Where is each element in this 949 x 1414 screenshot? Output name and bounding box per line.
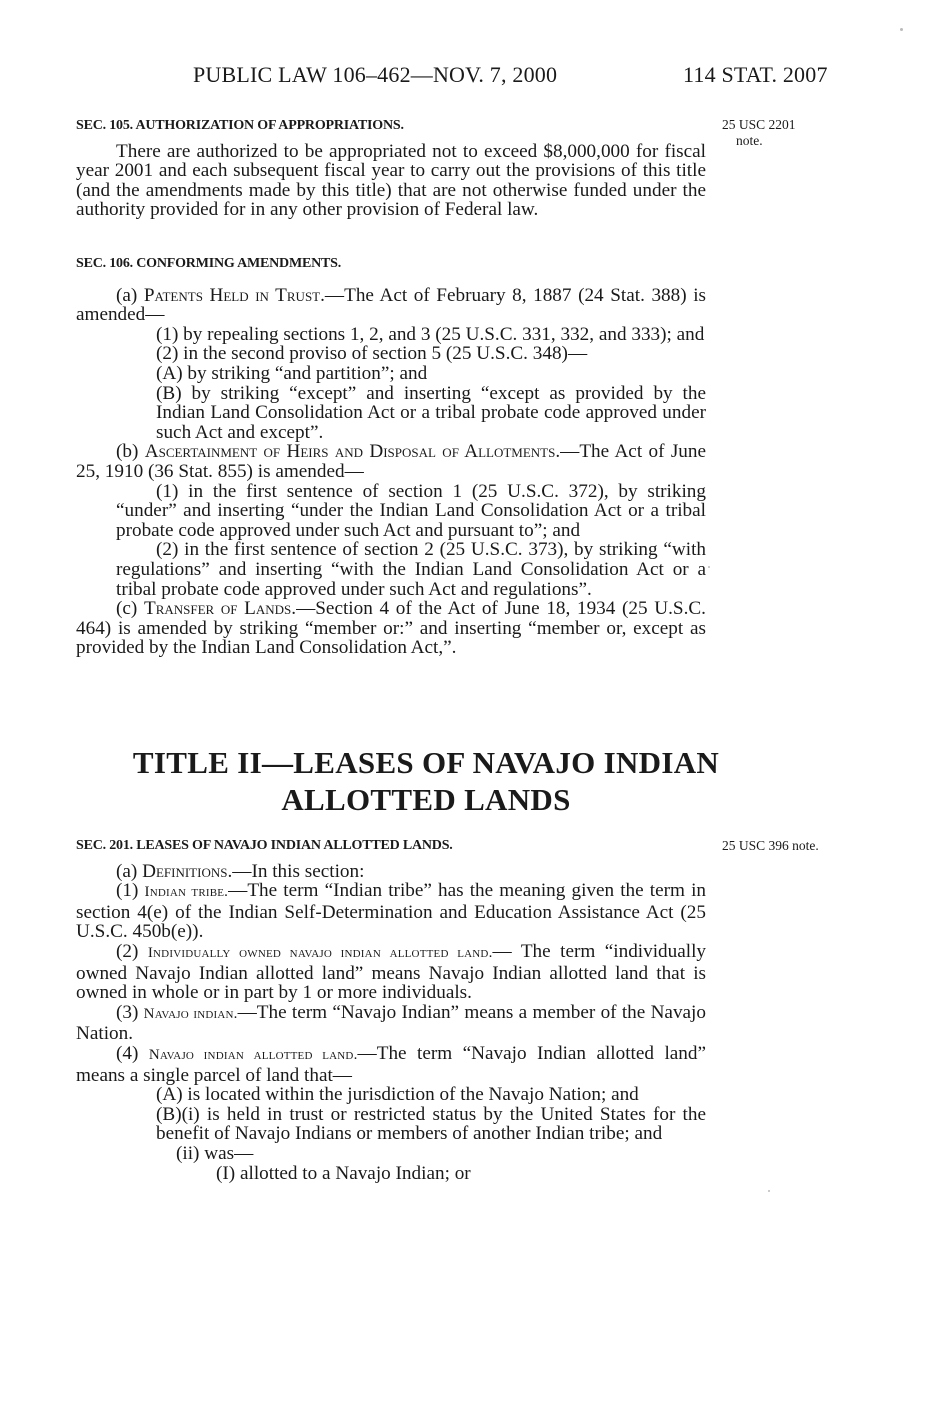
definition-indian-tribe	[76, 881, 706, 942]
definition-label: (1)	[116, 880, 145, 902]
definition-text: — The term “individually owned Navajo Indian allotted land” means Navajo Indian allotted land that is owned in whole or in part by 1 or more individuals.	[76, 940, 707, 1004]
paragraph-106-a-1: (1) by repealing sections 1, 2, and 3 (25 U.S.C. 331, 332, and 333); and	[156, 323, 705, 345]
subsection-text: —The Act of February 8, 1887 (24 Stat. 388) is amended—	[76, 284, 706, 326]
definition-caption: Navajo indian allotted land.	[148, 1046, 358, 1063]
subparagraph-106-a-2-A: (A) by striking “and partition”; and	[156, 362, 428, 384]
subsection-label: (c)	[116, 598, 144, 620]
subsection-106-c	[76, 599, 706, 658]
subsection-label: (a)	[116, 860, 143, 882]
definition-text: —The term “Indian tribe” has the meaning given the term in section 4(e) of the Indian Self-Determination and Education Assistance Act (25 U.S.C. 450b(e)).	[76, 880, 706, 943]
subparagraph-106-a-2-B: (B) by striking “except” and inserting “except as provided by the Indian Land Consolidation Act or a tribal probate code approved under such Act and except”.	[156, 382, 706, 443]
subsection-201-a	[76, 862, 706, 882]
subsection-caption: Ascertainment of Heirs and Disposal of Allotments.	[144, 441, 561, 463]
clause-201-a-4-B-ii: (ii) was—	[176, 1142, 254, 1164]
margin-note-line: 25 USC 2201	[722, 117, 796, 132]
definition-navajo-indian	[76, 1003, 706, 1044]
definition-label: (2)	[116, 940, 148, 962]
clause-201-a-4-B-i: (B)(i) is held in trust or restricted status by the United States for the benefit of Navajo Indians or members of another Indian tribe; and	[156, 1103, 706, 1145]
title-ii-line-2: ALLOTTED LANDS	[281, 782, 571, 817]
title-ii-line-1: TITLE II—LEASES OF NAVAJO INDIAN	[132, 745, 720, 780]
subsection-caption: Transfer of Lands.	[143, 598, 297, 620]
subsection-text: —In this section:	[232, 860, 365, 882]
clause-201-a-4-A: (A) is located within the jurisdiction of the Navajo Nation; and	[156, 1084, 639, 1106]
section-105	[76, 116, 706, 220]
scan-speck	[768, 1190, 770, 1192]
title-ii-heading	[76, 744, 776, 818]
definition-caption: Navajo indian.	[143, 1005, 238, 1022]
margin-note-25-usc-396: 25 USC 396 note.	[722, 838, 819, 853]
definition-caption: Indian tribe.	[144, 884, 229, 901]
subsection-text: —The Act of June 25, 1910 (36 Stat. 855) is amended—	[76, 441, 707, 482]
subsection-106-a	[76, 286, 706, 325]
header-stat-page: 114 STAT. 2007	[683, 62, 828, 87]
header-public-law: PUBLIC LAW 106–462—NOV. 7, 2000	[193, 62, 558, 87]
paragraph-106-a-2: (2) in the second proviso of section 5 (25 U.S.C. 348)—	[156, 343, 588, 365]
section-201	[76, 836, 706, 1183]
subsection-label: (a)	[116, 284, 144, 306]
definition-text: —The term “Navajo Indian” means a member of the Navajo Nation.	[76, 1001, 706, 1045]
section-105-heading: SEC. 105. AUTHORIZATION OF APPROPRIATIONS.	[76, 118, 404, 133]
definition-navajo-indian-allotted-land	[76, 1044, 706, 1085]
paragraph-106-b-2: (2) in the first sentence of section 2 (25 U.S.C. 373), by striking “with regulations” and inserting “with the Indian Land Consolidation Act or a tribal probate code approved under such Act and regulations”.	[116, 539, 706, 600]
paragraph-106-b-1: (1) in the first sentence of section 1 (25 U.S.C. 372), by striking “under” and inserting “under the Indian Land Consolidation Act or a tribal probate code approved under such Act and pursuant to”; and	[116, 480, 706, 541]
subsection-106-b	[76, 442, 706, 481]
definition-text: —The term “Navajo Indian allotted land” means a single parcel of land that—	[76, 1042, 707, 1086]
scan-speck	[708, 566, 710, 568]
subsection-text: —Section 4 of the Act of June 18, 1934 (25 U.S.C. 464) is amended by striking “member or:” and inserting “member or, except as provided by the Indian Land Consolidation Act,”.	[76, 598, 706, 659]
definition-caption: Individually owned navajo indian allotted land.	[147, 944, 493, 961]
scan-speck	[900, 28, 903, 31]
margin-note-25-usc-2201	[722, 117, 796, 149]
subclause-201-a-4-B-ii-I: (I) allotted to a Navajo Indian; or	[216, 1162, 471, 1184]
subsection-label: (b)	[116, 441, 145, 463]
definition-individually-owned-land	[76, 942, 706, 1003]
subsection-caption: Patents Held in Trust.	[143, 284, 325, 306]
section-105-body: There are authorized to be appropriated not to exceed $8,000,000 for fiscal year 2001 and each subsequent fiscal year to carry out the provisions of this title (and the amendments made by this title) that are not otherwise funded under the authority provided for in any other provision of Federal law.	[76, 140, 706, 221]
margin-note-line: note.	[736, 133, 763, 148]
section-106	[76, 254, 706, 658]
definition-label: (3)	[116, 1001, 144, 1023]
section-201-heading: SEC. 201. LEASES OF NAVAJO INDIAN ALLOTTED LANDS.	[76, 838, 453, 853]
subsection-caption: Definitions.	[142, 860, 233, 882]
section-106-heading: SEC. 106. CONFORMING AMENDMENTS.	[76, 256, 342, 271]
definition-label: (4)	[116, 1042, 149, 1064]
